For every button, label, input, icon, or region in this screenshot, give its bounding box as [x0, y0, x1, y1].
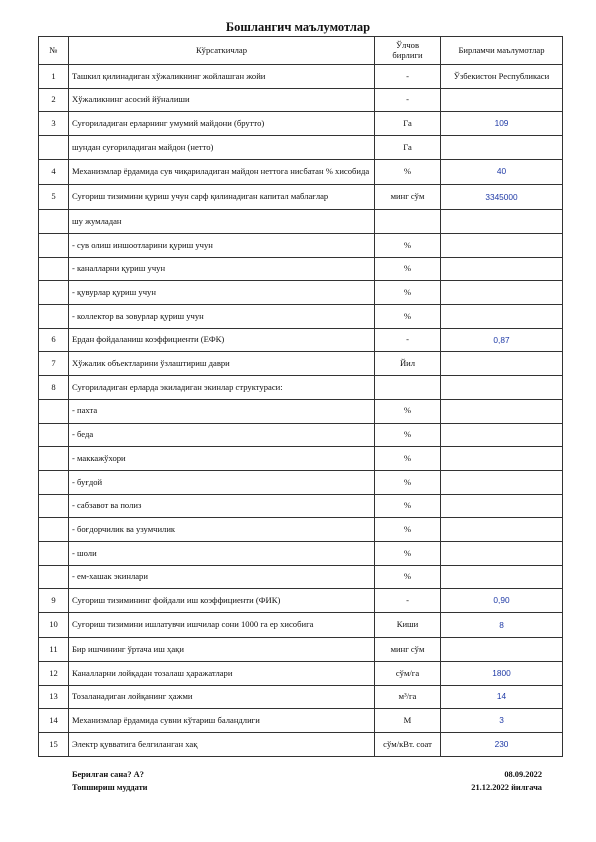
table-row [39, 494, 563, 518]
row-indicator: Каналларни лойқадан тозалаш ҳаражатлари [69, 662, 375, 686]
row-indicator: Хўжаликнинг асосий йўналиши [69, 88, 375, 112]
table-row [39, 447, 563, 471]
row-value [441, 447, 563, 471]
row-unit: % [375, 423, 441, 447]
row-value: 14 [441, 685, 563, 709]
row-value: 230 [441, 733, 563, 757]
row-unit: % [375, 541, 441, 565]
given-date-value: 08.09.2022 [504, 770, 542, 779]
table-row [39, 685, 563, 709]
row-indicator: - шоли [69, 541, 375, 565]
row-unit: % [375, 470, 441, 494]
row-number: 13 [39, 685, 69, 709]
table-header-row [39, 37, 563, 65]
table-row [39, 305, 563, 329]
row-indicator: Суғориш тизимининг фойдали иш коэффициенти (ФИК) [69, 589, 375, 613]
table-row [39, 185, 563, 210]
table-row [39, 399, 563, 423]
row-unit: % [375, 494, 441, 518]
row-unit [375, 376, 441, 400]
row-unit: сўм/га [375, 662, 441, 686]
table-row [39, 257, 563, 281]
row-value: 8 [441, 613, 563, 638]
row-unit: м³/га [375, 685, 441, 709]
row-value [441, 638, 563, 662]
row-number [39, 494, 69, 518]
row-indicator: Ташкил қилинадиган хўжаликнинг жойлашган жойи [69, 65, 375, 89]
given-date-label: Берилган сана? А? [72, 770, 144, 779]
row-value [441, 305, 563, 329]
row-value [441, 352, 563, 376]
row-indicator: шу жумладан [69, 210, 375, 234]
table-row [39, 662, 563, 686]
table-row [39, 234, 563, 258]
row-number [39, 447, 69, 471]
row-unit: % [375, 305, 441, 329]
row-number [39, 423, 69, 447]
table-row [39, 210, 563, 234]
row-unit: % [375, 257, 441, 281]
row-unit: минг сўм [375, 185, 441, 210]
row-unit: - [375, 65, 441, 89]
row-number [39, 565, 69, 589]
row-unit: Йил [375, 352, 441, 376]
row-number [39, 305, 69, 329]
row-unit: Га [375, 136, 441, 160]
row-indicator: Ердан фойдаланиш коэффициенти (ЕФК) [69, 328, 375, 352]
row-value [441, 234, 563, 258]
row-value [441, 281, 563, 305]
row-value: 3 [441, 709, 563, 733]
row-value [441, 565, 563, 589]
row-indicator: - каналларни қуриш учун [69, 257, 375, 281]
row-value: 1800 [441, 662, 563, 686]
row-number [39, 234, 69, 258]
footer-given-row [72, 770, 542, 779]
row-indicator: Хўжалик объектларини ўзлаштириш даври [69, 352, 375, 376]
row-indicator: Электр қувватига белгиланган хақ [69, 733, 375, 757]
row-number [39, 210, 69, 234]
row-indicator: - беда [69, 423, 375, 447]
row-number [39, 136, 69, 160]
row-number [39, 257, 69, 281]
table-row [39, 518, 563, 542]
header-indicator: Кўрсаткичлар [69, 37, 375, 65]
row-value: 3345000 [441, 185, 563, 210]
row-number: 7 [39, 352, 69, 376]
row-value [441, 136, 563, 160]
row-number [39, 399, 69, 423]
row-number [39, 470, 69, 494]
table-row [39, 65, 563, 89]
row-value [441, 376, 563, 400]
row-indicator: Бир ишчининг ўртача иш ҳақи [69, 638, 375, 662]
row-indicator: Суғориладиган ерларда экиладиган экинлар структураси: [69, 376, 375, 400]
table-row [39, 733, 563, 757]
row-unit [375, 210, 441, 234]
row-number: 15 [39, 733, 69, 757]
row-value [441, 399, 563, 423]
row-number [39, 518, 69, 542]
table-row [39, 281, 563, 305]
row-number [39, 281, 69, 305]
table-row [39, 328, 563, 352]
row-indicator: Механизмлар ёрдамида сувни кўтариш баландлиги [69, 709, 375, 733]
table-row [39, 565, 563, 589]
row-indicator: Суғориш тизимини қуриш учун сарф қилинадиган капитал маблағлар [69, 185, 375, 210]
row-number [39, 541, 69, 565]
row-indicator: - ем-хашак экинлари [69, 565, 375, 589]
row-unit: Киши [375, 613, 441, 638]
row-indicator: - буғдой [69, 470, 375, 494]
table-row [39, 88, 563, 112]
row-indicator: - қувурлар қуриш учун [69, 281, 375, 305]
table-row [39, 423, 563, 447]
row-number: 2 [39, 88, 69, 112]
row-value: Ўзбекистон Республикаси [441, 65, 563, 89]
page-title: Бошлангич маълумотлар [225, 20, 371, 34]
row-value: 40 [441, 159, 563, 184]
table-row [39, 613, 563, 638]
row-unit: сўм/кВт. соат [375, 733, 441, 757]
row-unit: % [375, 399, 441, 423]
row-indicator: - сув олиш иншоотларини қуриш учун [69, 234, 375, 258]
table-row [39, 376, 563, 400]
table-row [39, 470, 563, 494]
row-value [441, 541, 563, 565]
row-value [441, 470, 563, 494]
table-row [39, 352, 563, 376]
deadline-label: Топшириш муддати [72, 783, 148, 792]
row-indicator: Тозаланадиган лойқанинг ҳажми [69, 685, 375, 709]
header-value: Бирламчи маълумотлар [441, 37, 563, 65]
table-row [39, 709, 563, 733]
row-number: 5 [39, 185, 69, 210]
table-row [39, 638, 563, 662]
table-row [39, 136, 563, 160]
footer-deadline-row [72, 783, 542, 792]
row-unit: - [375, 88, 441, 112]
row-value [441, 210, 563, 234]
row-value [441, 423, 563, 447]
initial-data-table [38, 36, 563, 757]
row-number: 12 [39, 662, 69, 686]
deadline-value: 21.12.2022 йилгача [471, 783, 542, 792]
row-unit: % [375, 281, 441, 305]
row-indicator: - сабзавот ва полиз [69, 494, 375, 518]
row-indicator: Суғориш тизимини ишлатувчи ишчилар сони 1000 га ер хисобига [69, 613, 375, 638]
row-unit: минг сўм [375, 638, 441, 662]
row-value: 109 [441, 112, 563, 136]
row-number: 11 [39, 638, 69, 662]
table-row [39, 112, 563, 136]
row-unit: % [375, 518, 441, 542]
row-unit: Га [375, 112, 441, 136]
table-row [39, 589, 563, 613]
row-number: 9 [39, 589, 69, 613]
row-value: 0,87 [441, 328, 563, 352]
row-number: 6 [39, 328, 69, 352]
header-unit: Ўлчов бирлиги [375, 37, 441, 65]
row-indicator: - маккажўхори [69, 447, 375, 471]
row-unit: - [375, 589, 441, 613]
row-value [441, 518, 563, 542]
row-number: 14 [39, 709, 69, 733]
header-no: № [39, 37, 69, 65]
row-indicator: Суғориладиган ерларнинг умумий майдони (брутто) [69, 112, 375, 136]
row-indicator: - коллектор ва зовурлар қуриш учун [69, 305, 375, 329]
table-row [39, 159, 563, 184]
row-indicator: - боғдорчилик ва узумчилик [69, 518, 375, 542]
row-unit: % [375, 447, 441, 471]
row-number: 8 [39, 376, 69, 400]
row-value [441, 257, 563, 281]
row-indicator: - пахта [69, 399, 375, 423]
row-indicator: Механизмлар ёрдамида сув чиқариладиган майдон неттога нисбатан % хисобида [69, 159, 375, 184]
row-value [441, 494, 563, 518]
row-unit: % [375, 159, 441, 184]
row-indicator: шундан суғориладиган майдон (нетто) [69, 136, 375, 160]
row-number: 4 [39, 159, 69, 184]
table-body [39, 65, 563, 757]
row-unit: М [375, 709, 441, 733]
row-value [441, 88, 563, 112]
row-value: 0,90 [441, 589, 563, 613]
row-number: 10 [39, 613, 69, 638]
row-unit: % [375, 234, 441, 258]
row-number: 3 [39, 112, 69, 136]
row-unit: % [375, 565, 441, 589]
row-unit: - [375, 328, 441, 352]
table-row [39, 541, 563, 565]
row-number: 1 [39, 65, 69, 89]
